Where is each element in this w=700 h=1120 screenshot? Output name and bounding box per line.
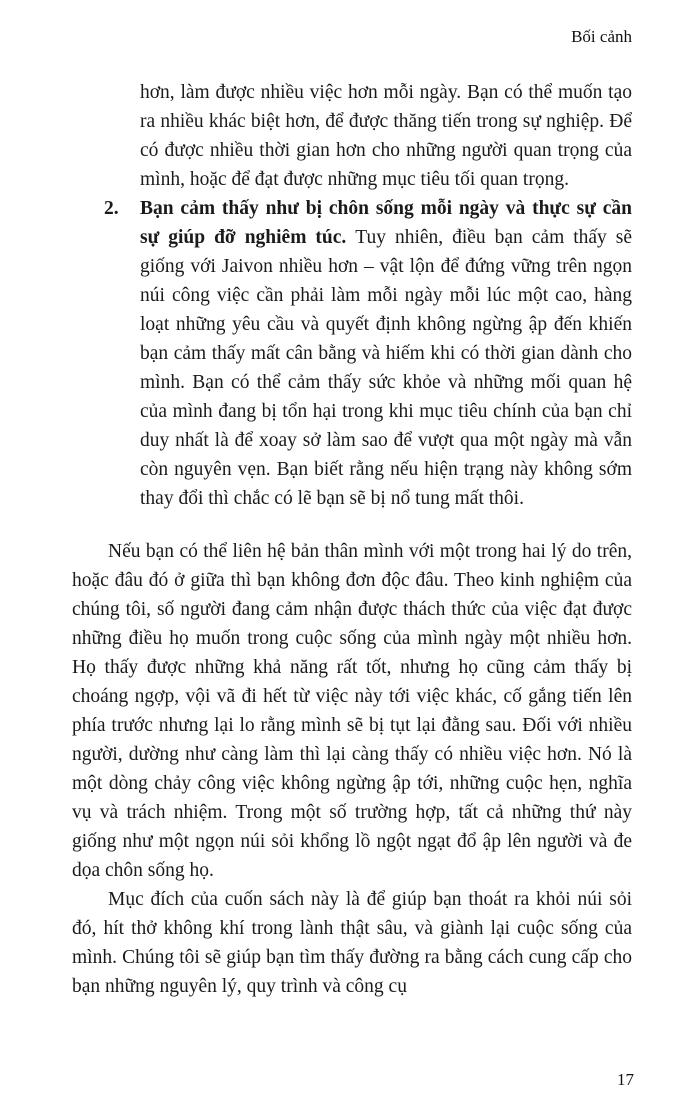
page-number: 17 <box>617 1070 634 1089</box>
list-item-2-lead: Bạn cảm thấy như bị chôn sống mỗi ngày và thực sự cần sự giúp đỡ nghiêm túc. <box>140 198 632 248</box>
list-item-2-text <box>140 194 632 513</box>
list-item-2-number: 2. <box>104 198 119 219</box>
list-item-2-body: Tuy nhiên, điều bạn cảm thấy sẽ giống với Jaivon nhiều hơn – vật lộn để đứng vững trên ngọn núi công việc cần phải làm mỗi ngày mỗi lúc một cao, hàng loạt những yêu cầu và quyết định không ngừng ập đến khiến bạn cảm thấy mất cân bằng và hiếm khi có thời gian dành cho mình. Bạn có thể cảm thấy sức khỏe và những mối quan hệ của mình đang bị tổn hại trong khi mục tiêu chính của bạn chỉ duy nhất là để xoay sở làm sao để vượt qua một ngày mà vẫn còn nguyên vẹn. Bạn biết rằng nếu hiện trạng này không sớm thay đổi thì chắc có lẽ bạn sẽ bị nổ tung mất thôi. <box>140 227 632 509</box>
list-item-1-continuation: hơn, làm được nhiều việc hơn mỗi ngày. Bạn có thể muốn tạo ra nhiều khác biệt hơn, để được thăng tiến trong sự nghiệp. Để có được nhiều thời gian hơn cho những người quan trọng của mình, hoặc để đạt được những mục tiêu tối quan trọng. <box>140 82 632 190</box>
running-header-title: Bối cảnh <box>571 27 632 46</box>
numbered-list <box>104 78 632 513</box>
page-content <box>72 78 632 1001</box>
body-paragraph-2: Mục đích của cuốn sách này là để giúp bạn thoát ra khỏi núi sỏi đó, hít thở không khí trong lành thật sâu, và giành lại cuộc sống của mình. Chúng tôi sẽ giúp bạn tìm thấy đường ra bằng cách cung cấp cho bạn những nguyên lý, quy trình và công cụ <box>72 889 632 997</box>
list-item-2 <box>104 194 632 513</box>
body-paragraph-1: Nếu bạn có thể liên hệ bản thân mình với một trong hai lý do trên, hoặc đâu đó ở giữa thì bạn không đơn độc đâu. Theo kinh nghiệm của chúng tôi, số người đang cảm nhận được thách thức của việc đạt được những điều họ muốn trong cuộc sống của mình ngày một nhiều hơn. Họ thấy được những khả năng rất tốt, nhưng họ cũng cảm thấy bị choáng ngợp, vội vã đi hết từ việc này tới việc khác, cố gắng tiến lên phía trước nhưng lại lo rằng mình sẽ bị tụt lại đằng sau. Đối với nhiều người, dường như càng làm thì lại càng thấy có nhiều việc hơn. Nó là một dòng chảy công việc không ngừng ập tới, những cuộc hẹn, nghĩa vụ và trách nhiệm. Trong một số trường hợp, tất cả những thứ này giống như một ngọn núi sỏi khổng lồ ngột ngạt đổ ập lên người và đe dọa chôn sống họ. <box>72 541 632 881</box>
